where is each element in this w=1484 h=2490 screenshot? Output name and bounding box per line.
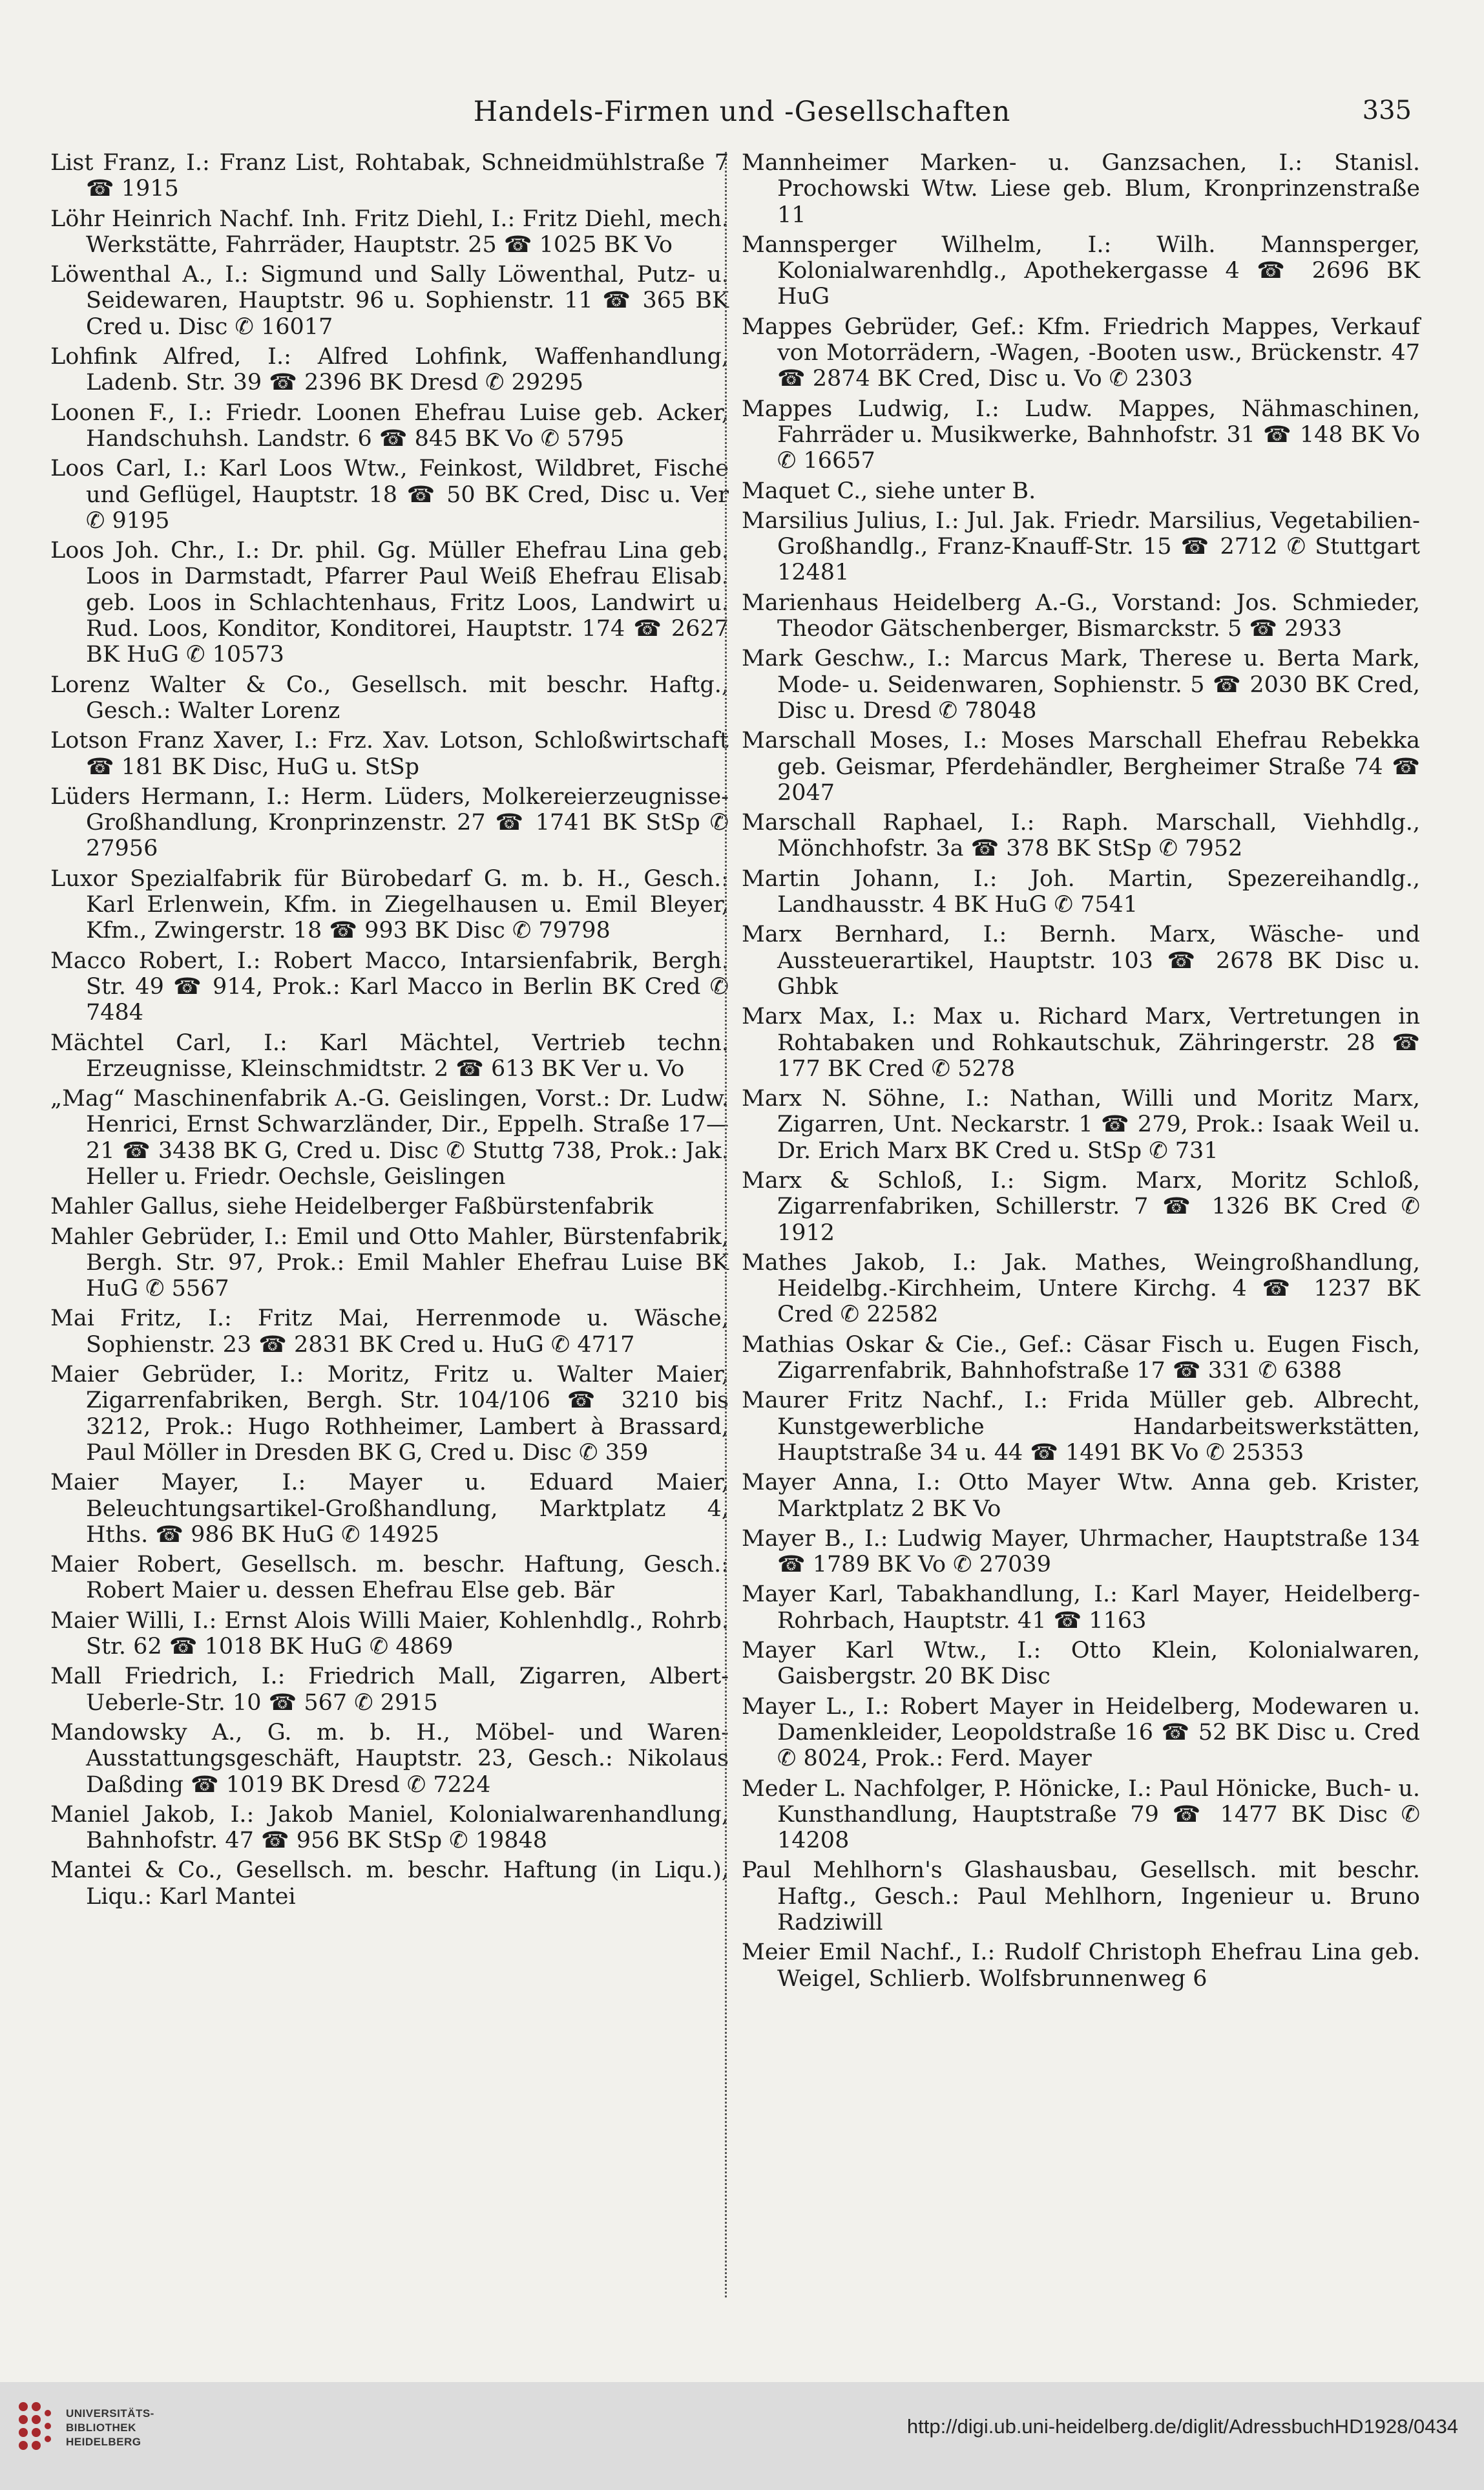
library-name-line: BIBLIOTHEK [66,2421,136,2434]
directory-entry: Loonen F., I.: Friedr. Loonen Ehefrau Luise geb. Acker, Handschuhsh. Landstr. 6 ☎ 845 BK Vo ✆ 5795 [50,399,729,452]
library-logo-icon [14,2399,53,2460]
directory-entry: Mahler Gebrüder, I.: Emil und Otto Mahler, Bürstenfabrik, Bergh. Str. 97, Prok.: Emil Mahler Ehefrau Luise BK HuG ✆ 5567 [50,1223,729,1302]
directory-entry: Lotson Franz Xaver, I.: Frz. Xav. Lotson, Schloßwirtschaft ☎ 181 BK Disc, HuG u. StSp [50,728,729,780]
directory-entry: „Mag“ Maschinenfabrik A.-G. Geislingen, Vorst.: Dr. Ludw. Henrici, Ernst Schwarzländer, Dir., Eppelh. Straße 17—21 ☎ 3438 BK G, Cred u. Disc ✆ Stuttg 738, Prok.: Jak. Heller u. Friedr. Oechsle, Geislingen [50,1086,729,1190]
directory-entry: Lohfink Alfred, I.: Alfred Lohfink, Waffenhandlung, Ladenb. Str. 39 ☎ 2396 BK Dresd ✆ 29295 [50,344,729,396]
directory-entry: List Franz, I.: Franz List, Rohtabak, Schneidmühlstraße 7 ☎ 1915 [50,150,729,202]
directory-entry: Mahler Gallus, siehe Heidelberger Faßbürstenfabrik [50,1194,654,1220]
column-divider [725,152,727,2297]
permalink-url[interactable]: http://digi.ub.uni-heidelberg.de/diglit/AdressbuchHD1928/0434 [906,2415,1458,2438]
directory-entry: Mayer Karl Wtw., I.: Otto Klein, Kolonialwaren, Gaisbergstr. 20 BK Disc [742,1638,1420,1690]
directory-entry: Mall Friedrich, I.: Friedrich Mall, Zigarren, Albert-Ueberle-Str. 10 ☎ 567 ✆ 2915 [50,1663,729,1716]
library-name [66,2407,154,2449]
directory-entry: Marschall Moses, I.: Moses Marschall Ehefrau Rebekka geb. Geismar, Pferdehändler, Bergheimer Straße 74 ☎ 2047 [742,728,1420,806]
directory-entry: Maier Robert, Gesellsch. m. beschr. Haftung, Gesch.: Robert Maier u. dessen Ehefrau Else geb. Bär [50,1552,729,1604]
running-head [0,96,1484,134]
directory-entry: Maier Willi, I.: Ernst Alois Willi Maier, Kohlenhdlg., Rohrb. Str. 62 ☎ 1018 BK HuG ✆ 4869 [50,1607,729,1660]
directory-entry: Paul Mehlhorn's Glashausbau, Gesellsch. mit beschr. Haftg., Gesch.: Paul Mehlhorn, Ingenieur u. Bruno Radziwill [742,1857,1420,1936]
directory-entry: Mannsperger Wilhelm, I.: Wilh. Mannsperger, Kolonialwarenhdlg., Apothekergasse 4 ☎ 2696 BK HuG [742,231,1420,310]
directory-entry: Marienhaus Heidelberg A.-G., Vorstand: Jos. Schmieder, Theodor Gätschenberger, Bismarckstr. 5 ☎ 2933 [742,589,1420,642]
directory-entry: Mappes Gebrüder, Gef.: Kfm. Friedrich Mappes, Verkauf von Motorrädern, -Wagen, -Booten usw., Brückenstr. 47 ☎ 2874 BK Cred, Disc u. Vo ✆ 2303 [742,313,1420,392]
library-name-line: HEIDELBERG [66,2436,141,2448]
directory-entry: Mandowsky A., G. m. b. H., Möbel- und Waren-Ausstattungsgeschäft, Hauptstr. 23, Gesch.: Nikolaus Daßding ☎ 1019 BK Dresd ✆ 7224 [50,1719,729,1798]
directory-entry: Lüders Hermann, I.: Herm. Lüders, Molkereierzeugnisse-Großhandlung, Kronprinzenstr. 27 ☎ 1741 BK StSp ✆ 27956 [50,783,729,862]
directory-entry: Mai Fritz, I.: Fritz Mai, Herrenmode u. Wäsche, Sophienstr. 23 ☎ 2831 BK Cred u. HuG ✆ 4717 [50,1305,729,1358]
directory-entry: Macco Robert, I.: Robert Macco, Intarsienfabrik, Bergh. Str. 49 ☎ 914, Prok.: Karl Macco in Berlin BK Cred ✆ 7484 [50,947,729,1026]
directory-entry: Maniel Jakob, I.: Jakob Maniel, Kolonialwarenhandlung, Bahnhofstr. 47 ☎ 956 BK StSp ✆ 19848 [50,1801,729,1854]
directory-entry: Mathias Oskar & Cie., Gef.: Cäsar Fisch u. Eugen Fisch, Zigarrenfabrik, Bahnhofstraße 17 ☎ 331 ✆ 6388 [742,1331,1420,1384]
directory-entry: Maquet C., siehe unter B. [742,478,1036,504]
directory-entry: Luxor Spezialfabrik für Bürobedarf G. m. b. H., Gesch.: Karl Erlenwein, Kfm. in Ziegelhausen u. Emil Bleyer, Kfm., Zwingerstr. 18 ☎ 993 BK Disc ✆ 79798 [50,865,729,944]
directory-entry: Loos Carl, I.: Karl Loos Wtw., Feinkost, Wildbret, Fische und Geflügel, Hauptstr. 18 ☎ 50 BK Cred, Disc u. Ver ✆ 9195 [50,456,729,534]
directory-entry: Mannheimer Marken- u. Ganzsachen, I.: Stanisl. Prochowski Wtw. Liese geb. Blum, Kronprinzenstraße 11 [742,150,1420,228]
directory-entry: Maurer Fritz Nachf., I.: Frida Müller geb. Albrecht, Kunstgewerbliche Handarbeitswerkstätten, Hauptstraße 34 u. 44 ☎ 1491 BK Vo ✆ 25353 [742,1387,1420,1466]
left-column [50,150,729,1914]
directory-entry: Mächtel Carl, I.: Karl Mächtel, Vertrieb techn. Erzeugnisse, Kleinschmidtstr. 2 ☎ 613 BK Ver u. Vo [50,1029,729,1082]
directory-entry: Martin Johann, I.: Joh. Martin, Spezereihandlg., Landhausstr. 4 BK HuG ✆ 7541 [742,865,1420,918]
library-name-line: UNIVERSITÄTS- [66,2407,154,2420]
directory-entry: Meier Emil Nachf., I.: Rudolf Christoph Ehefrau Lina geb. Weigel, Schlierb. Wolfsbrunnenweg 6 [742,1939,1420,1992]
directory-entry: Loos Joh. Chr., I.: Dr. phil. Gg. Müller Ehefrau Lina geb. Loos in Darmstadt, Pfarrer Paul Weiß Ehefrau Elisab. geb. Loos in Schlachtenhaus, Fritz Loos, Landwirt u. Rud. Loos, Konditor, Konditorei, Hauptstr. 174 ☎ 2627 BK HuG ✆ 10573 [50,538,729,668]
directory-entry: Mathes Jakob, I.: Jak. Mathes, Weingroßhandlung, Heidelbg.-Kirchheim, Untere Kirchg. 4 ☎ 1237 BK Cred ✆ 22582 [742,1249,1420,1328]
directory-entry: Meder L. Nachfolger, P. Hönicke, I.: Paul Hönicke, Buch- u. Kunsthandlung, Hauptstraße 79 ☎ 1477 BK Disc ✆ 14208 [742,1775,1420,1854]
directory-entry: Mayer B., I.: Ludwig Mayer, Uhrmacher, Hauptstraße 134 ☎ 1789 BK Vo ✆ 27039 [742,1525,1420,1578]
directory-entry: Mayer Anna, I.: Otto Mayer Wtw. Anna geb. Krister, Marktplatz 2 BK Vo [742,1470,1420,1522]
directory-entry: Marschall Raphael, I.: Raph. Marschall, Viehhdlg., Mönchhofstr. 3a ☎ 378 BK StSp ✆ 7952 [742,810,1420,862]
directory-entry: Mantei & Co., Gesellsch. m. beschr. Haftung (in Liqu.), Liqu.: Karl Mantei [50,1857,729,1910]
directory-entry: Marx N. Söhne, I.: Nathan, Willi und Moritz Marx, Zigarren, Unt. Neckarstr. 1 ☎ 279, Prok.: Isaak Weil u. Dr. Erich Marx BK Cred u. StSp ✆ 731 [742,1086,1420,1164]
directory-entry: Maier Gebrüder, I.: Moritz, Fritz u. Walter Maier, Zigarrenfabriken, Bergh. Str. 104/106 ☎ 3210 bis 3212, Prok.: Hugo Rothheimer, Lambert à Brassard, Paul Möller in Dresden BK G, Cred u. Disc ✆ 359 [50,1362,729,1466]
page-number: 335 [1362,96,1412,125]
directory-entry: Mayer Karl, Tabakhandlung, I.: Karl Mayer, Heidelberg-Rohrbach, Hauptstr. 41 ☎ 1163 [742,1581,1420,1634]
directory-entry: Marx & Schloß, I.: Sigm. Marx, Moritz Schloß, Zigarrenfabriken, Schillerstr. 7 ☎ 1326 BK Cred ✆ 1912 [742,1167,1420,1246]
directory-entry: Marx Bernhard, I.: Bernh. Marx, Wäsche- und Aussteuerartikel, Hauptstr. 103 ☎ 2678 BK Disc u. Ghbk [742,922,1420,1000]
directory-entry: Löwenthal A., I.: Sigmund und Sally Löwenthal, Putz- u. Seidewaren, Hauptstr. 96 u. Sophienstr. 11 ☎ 365 BK Cred u. Disc ✆ 16017 [50,262,729,340]
directory-entry: Maier Mayer, I.: Mayer u. Eduard Maier, Beleuchtungsartikel-Großhandlung, Marktplatz 4, Hths. ☎ 986 BK HuG ✆ 14925 [50,1470,729,1548]
page-title: Handels-Firmen und -Gesellschaften [473,96,1011,128]
right-column [742,150,1420,1996]
directory-entry: Mark Geschw., I.: Marcus Mark, Therese u. Berta Mark, Mode- u. Seidenwaren, Sophienstr. 5 ☎ 2030 BK Cred, Disc u. Dresd ✆ 78048 [742,646,1420,724]
directory-entry: Marsilius Julius, I.: Jul. Jak. Friedr. Marsilius, Vegetabilien-Großhandlg., Franz-Knauff-Str. 15 ☎ 2712 ✆ Stuttgart 12481 [742,507,1420,586]
directory-entry: Mayer L., I.: Robert Mayer in Heidelberg, Modewaren u. Damenkleider, Leopoldstraße 16 ☎ 52 BK Disc u. Cred ✆ 8024, Prok.: Ferd. Mayer [742,1693,1420,1772]
directory-entry: Mappes Ludwig, I.: Ludw. Mappes, Nähmaschinen, Fahrräder u. Musikwerke, Bahnhofstr. 31 ☎ 148 BK Vo ✆ 16657 [742,396,1420,474]
directory-entry: Marx Max, I.: Max u. Richard Marx, Vertretungen in Rohtabaken und Rohkautschuk, Zähringerstr. 28 ☎ 177 BK Cred ✆ 5278 [742,1004,1420,1082]
directory-entry: Lorenz Walter & Co., Gesellsch. mit beschr. Haftg., Gesch.: Walter Lorenz [50,671,729,724]
directory-entry: Löhr Heinrich Nachf. Inh. Fritz Diehl, I.: Fritz Diehl, mech. Werkstätte, Fahrräder, Hauptstr. 25 ☎ 1025 BK Vo [50,206,729,258]
